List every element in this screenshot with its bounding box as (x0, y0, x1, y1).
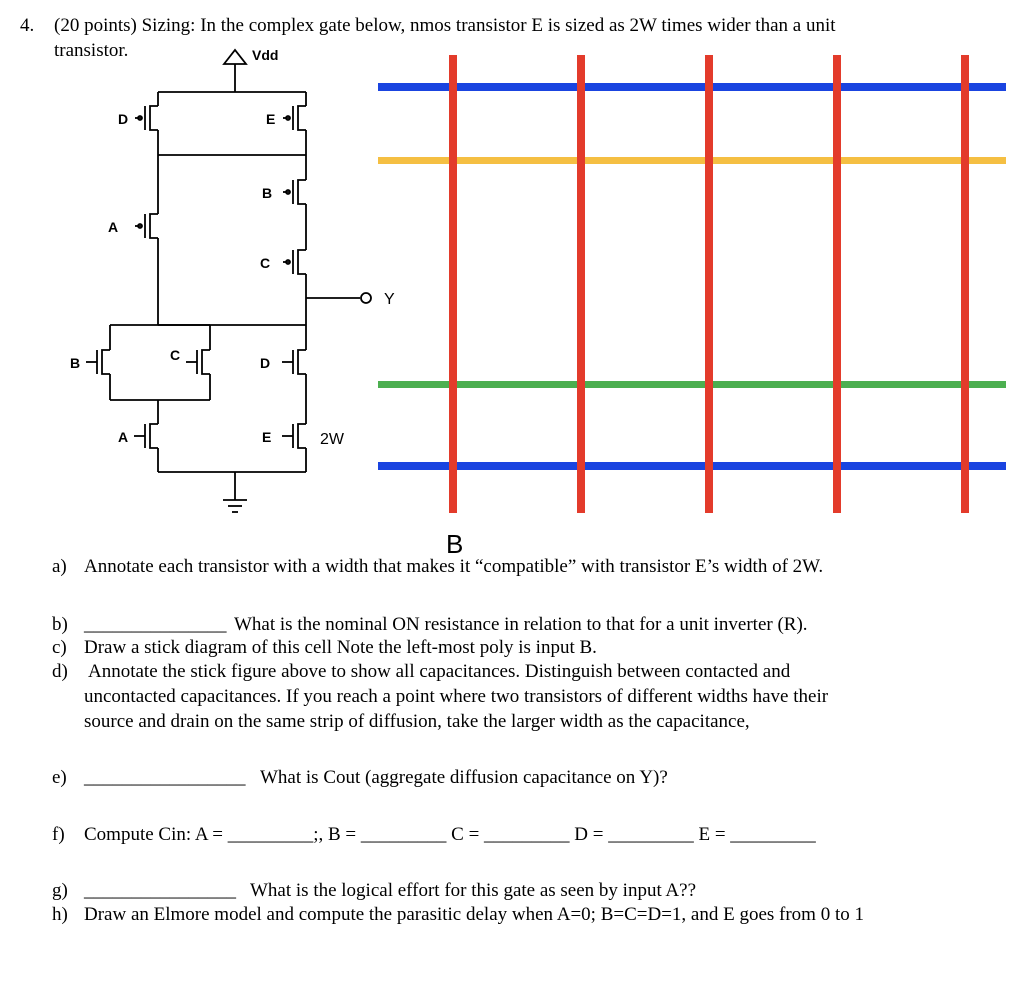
part-f-text: Compute Cin: A = _________;, B = _________ C = _________ D = _________ E = _________ (84, 824, 816, 845)
diffusion-p-strip (378, 157, 1006, 164)
part-b-blank[interactable]: _______________ (84, 614, 227, 635)
part-d-text-2: uncontacted capacitances. If you reach a point where two transistors of different widths have their (84, 686, 829, 707)
question-heading-continued: transistor. (54, 40, 129, 61)
output-node-icon (361, 293, 371, 303)
part-h-text: Draw an Elmore model and compute the parasitic delay when A=0; B=C=D=1, and E goes from 0 to 1 (84, 904, 864, 925)
output-y-label: Y (384, 291, 395, 308)
part-e-letter: e) (52, 767, 67, 788)
part-e-text: What is Cout (aggregate diffusion capacitance on Y)? (260, 767, 668, 788)
part-b-letter: b) (52, 614, 68, 635)
vdd-label: Vdd (252, 47, 279, 63)
part-g-text: What is the logical effort for this gate as seen by input A?? (250, 880, 697, 901)
poly-line-5 (961, 55, 969, 513)
nmos-c-label: C (170, 347, 181, 363)
part-a-text: Annotate each transistor with a width that makes it “compatible” with transistor E’s width of 2W. (84, 556, 824, 577)
poly-line-1 (449, 55, 457, 513)
part-b-text: What is the nominal ON resistance in relation to that for a unit inverter (R). (234, 614, 808, 635)
poly-line-2 (577, 55, 585, 513)
pmos-e-label: E (266, 111, 276, 127)
pmos-a-label: A (108, 219, 119, 235)
diffusion-n-strip (378, 381, 1006, 388)
part-e-blank[interactable]: _________________ (84, 767, 246, 788)
part-g-letter: g) (52, 880, 68, 901)
poly-line-4 (833, 55, 841, 513)
part-c-text: Draw a stick diagram of this cell Note the left-most poly is input B. (84, 637, 597, 658)
metal-rail-top (378, 83, 1006, 91)
pmos-b-label: B (262, 185, 273, 201)
part-d-text-3: source and drain on the same strip of diffusion, take the larger width as the capacitance, (84, 711, 750, 732)
pmos-d-label: D (118, 111, 129, 127)
part-h-letter: h) (52, 904, 68, 925)
metal-rail-bottom (378, 462, 1006, 470)
part-d-letter: d) (52, 661, 68, 682)
part-g-blank[interactable]: ________________ (84, 880, 236, 901)
part-a-letter: a) (52, 556, 67, 577)
width-2w-label: 2W (320, 431, 344, 448)
poly-line-3 (705, 55, 713, 513)
stick-caption: B (446, 529, 464, 559)
part-f-letter: f) (52, 824, 65, 845)
stick-diagram (378, 55, 1006, 513)
question-number: 4. (20, 15, 35, 36)
part-d-text-1: Annotate the stick figure above to show all capacitances. Distinguish between contacted and (88, 661, 791, 682)
nmos-d-label: D (260, 355, 271, 371)
nmos-b-label: B (70, 355, 81, 371)
nmos-a-label: A (118, 429, 129, 445)
question-heading: (20 points) Sizing: In the complex gate below, nmos transistor E is sized as 2W times wider than a unit (54, 15, 836, 36)
part-c-letter: c) (52, 637, 67, 658)
pmos-c-label: C (260, 255, 271, 271)
nmos-e-label: E (262, 429, 272, 445)
vdd-symbol (224, 50, 246, 64)
